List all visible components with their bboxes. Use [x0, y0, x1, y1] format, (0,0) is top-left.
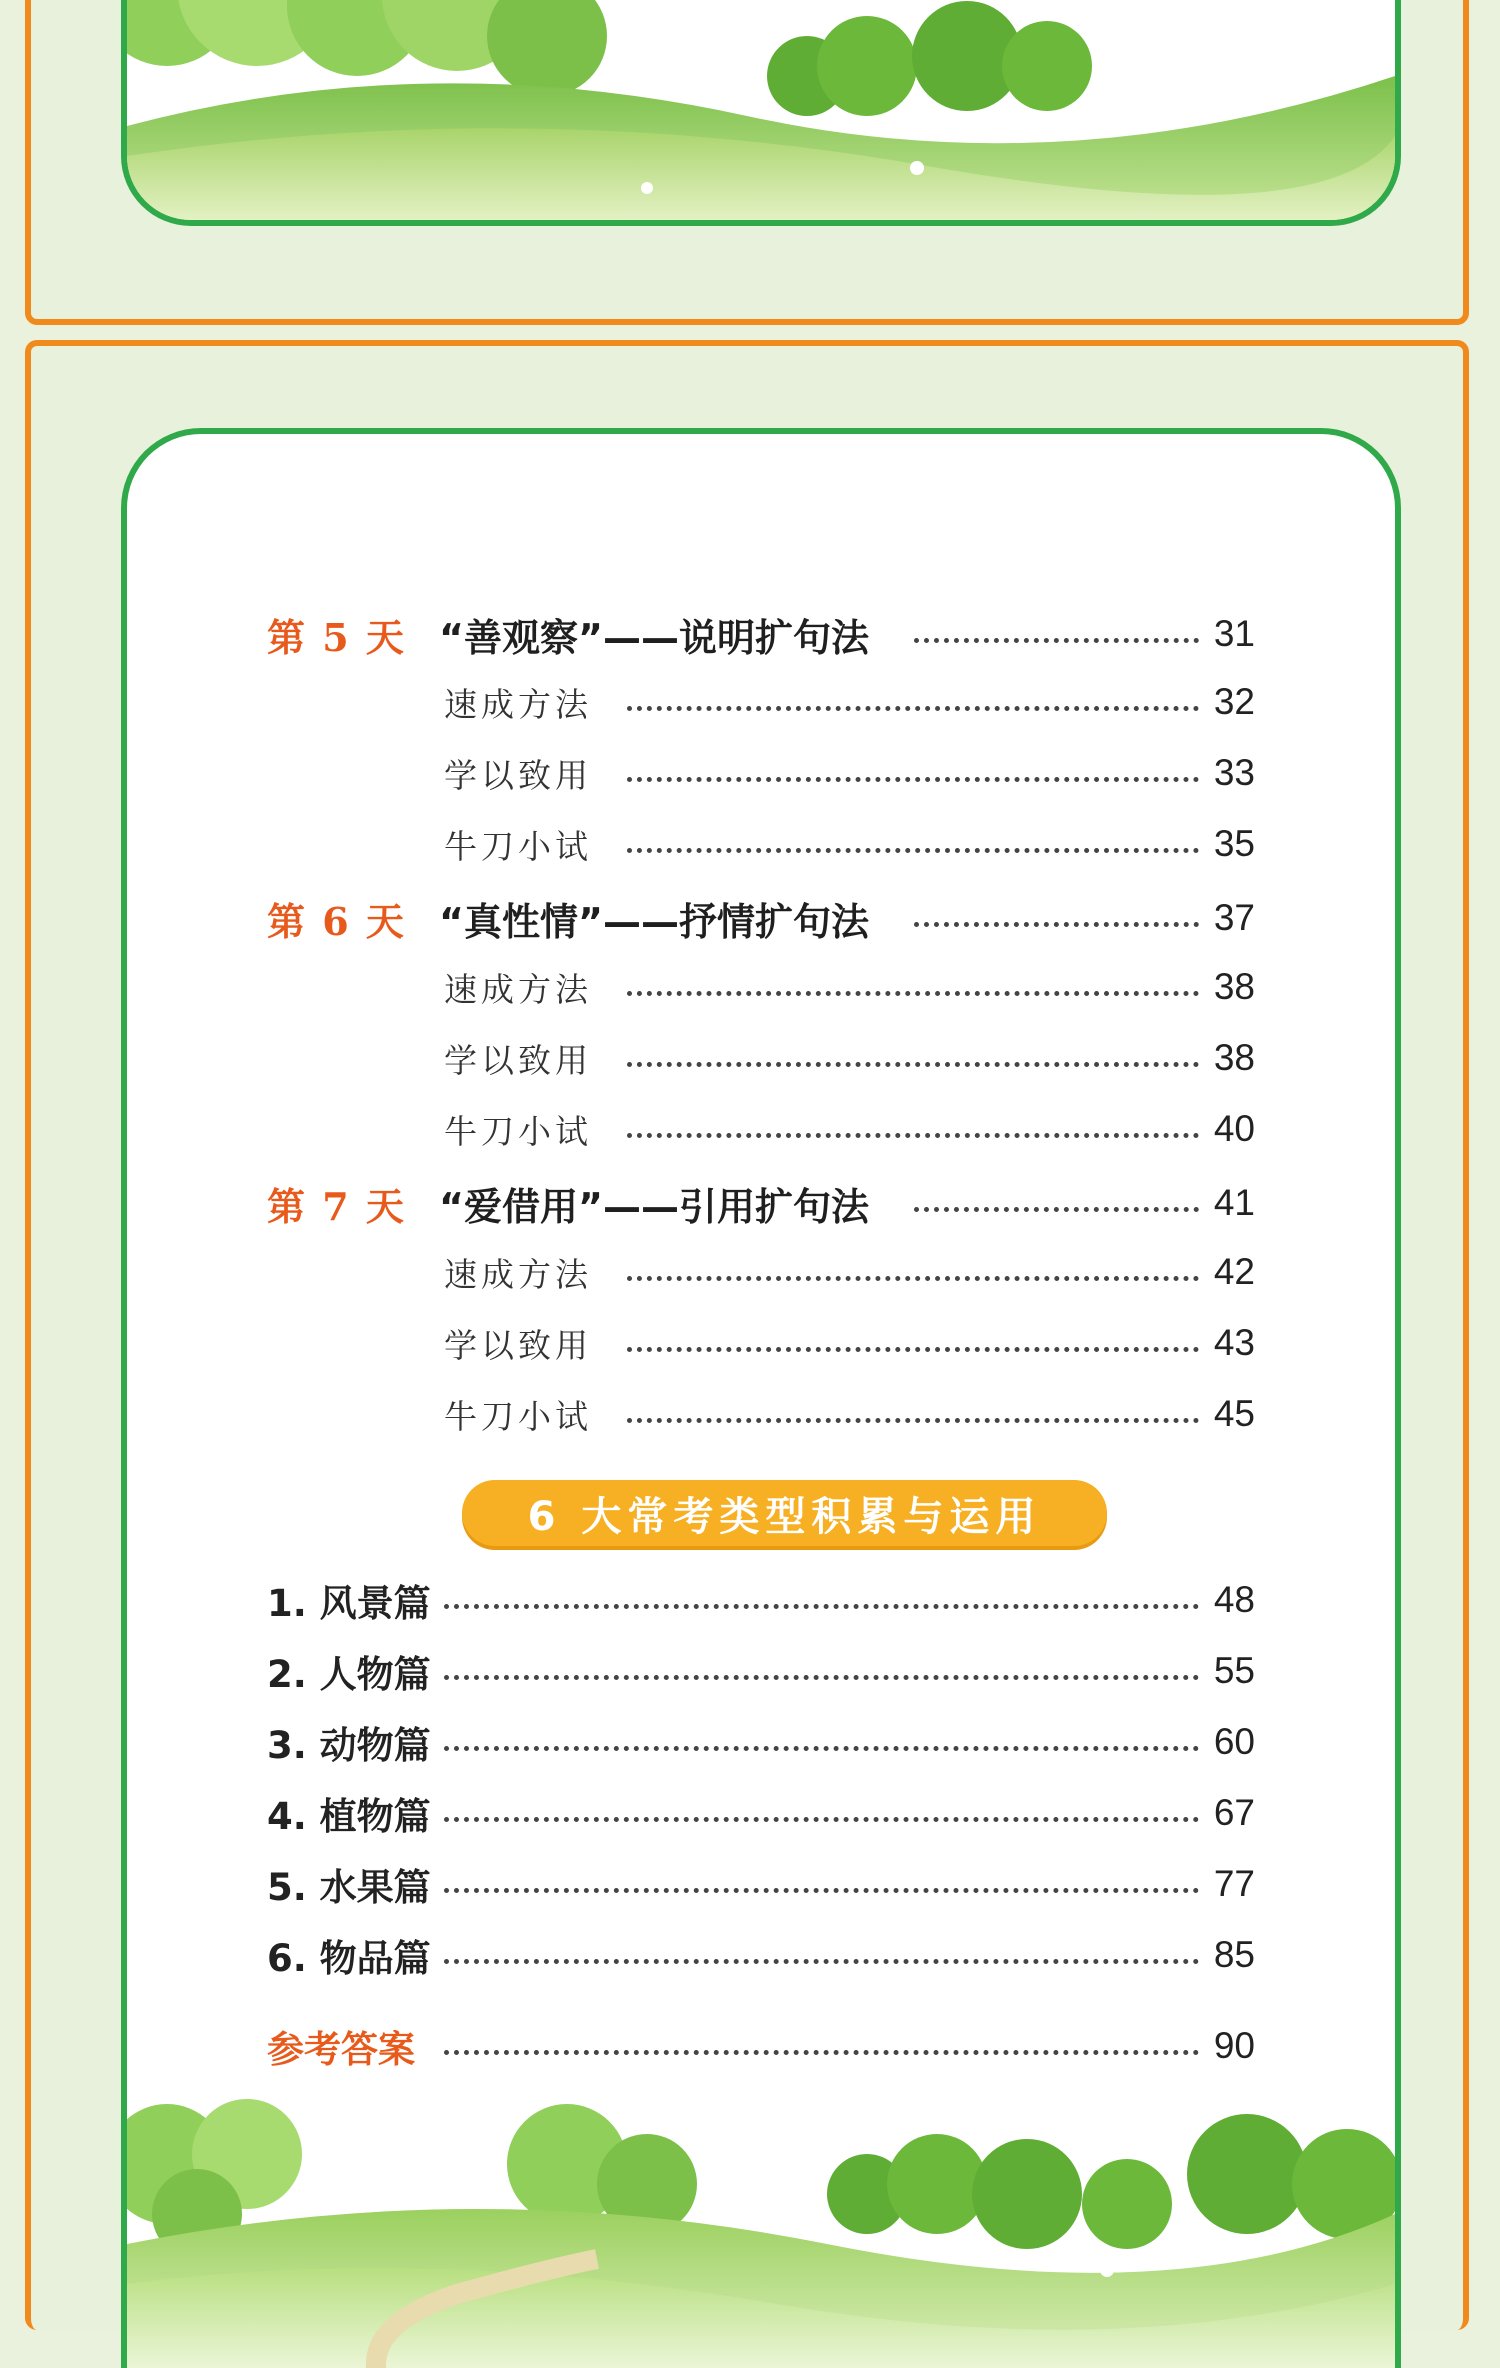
toc-panel [25, 340, 1469, 2330]
answers-title: 参考答案 [267, 2028, 415, 2071]
toc-sub-item[interactable] [127, 1384, 1395, 1444]
chapter-title: “善观察”——说明扩句法 [439, 615, 869, 660]
sub-title: 牛刀小试 [444, 1111, 592, 1151]
dot-leader [444, 1675, 1199, 1680]
toc-day-7[interactable] [127, 1173, 1395, 1233]
sub-title: 速成方法 [444, 684, 592, 724]
top-landscape-illustration [127, 0, 1395, 226]
chapter-title: “爱借用”——引用扩句法 [439, 1184, 869, 1229]
top-card [121, 0, 1401, 226]
day-label: 第 7 天 [267, 1183, 406, 1229]
sub-title: 学以致用 [444, 1040, 592, 1080]
sub-title: 牛刀小试 [444, 826, 592, 866]
page-number: 38 [1213, 966, 1255, 1007]
dot-leader [444, 1746, 1199, 1751]
page-number: 45 [1213, 1393, 1255, 1434]
page-number: 55 [1213, 1650, 1255, 1691]
toc-category-item[interactable] [127, 1570, 1395, 1630]
toc-sub-item[interactable] [127, 672, 1395, 732]
category-title: 1. 风景篇 [267, 1582, 431, 1625]
toc-day-5[interactable] [127, 604, 1395, 664]
page-number: 40 [1213, 1108, 1255, 1149]
page-number: 77 [1213, 1863, 1255, 1904]
toc-sub-item[interactable] [127, 814, 1395, 874]
page-number: 48 [1213, 1579, 1255, 1620]
toc-sub-item[interactable] [127, 1242, 1395, 1302]
dot-leader [627, 1062, 1199, 1067]
dot-leader [914, 1207, 1199, 1212]
page-number: 85 [1213, 1934, 1255, 1975]
dot-leader [914, 638, 1199, 643]
dot-leader [914, 922, 1199, 927]
category-title: 6. 物品篇 [267, 1937, 431, 1980]
category-title: 3. 动物篇 [267, 1724, 431, 1767]
dot-leader [444, 1959, 1199, 1964]
page-number: 33 [1213, 752, 1255, 793]
dot-leader [627, 1276, 1199, 1281]
page-number: 37 [1213, 897, 1255, 938]
page-number: 41 [1213, 1182, 1255, 1223]
toc-sub-item[interactable] [127, 957, 1395, 1017]
sub-title: 速成方法 [444, 1254, 592, 1294]
dot-leader [627, 1133, 1199, 1138]
page-number: 35 [1213, 823, 1255, 864]
toc-sub-item[interactable] [127, 743, 1395, 803]
dot-leader [627, 777, 1199, 782]
dot-leader [627, 706, 1199, 711]
category-title: 5. 水果篇 [267, 1866, 431, 1909]
dot-leader [627, 1418, 1199, 1423]
dot-leader [627, 991, 1199, 996]
category-title: 4. 植物篇 [267, 1795, 431, 1838]
category-title: 2. 人物篇 [267, 1653, 431, 1696]
dot-leader [444, 1817, 1199, 1822]
bottom-landscape-illustration [127, 2044, 1395, 2368]
sub-title: 速成方法 [444, 969, 592, 1009]
dot-leader [627, 848, 1199, 853]
toc-category-item[interactable] [127, 1783, 1395, 1843]
page-number: 31 [1213, 613, 1255, 654]
day-label: 第 5 天 [267, 614, 406, 660]
toc-sub-item[interactable] [127, 1313, 1395, 1373]
toc-sub-item[interactable] [127, 1028, 1395, 1088]
dot-leader [444, 1888, 1199, 1893]
page-number: 42 [1213, 1251, 1255, 1292]
toc-sub-item[interactable] [127, 1099, 1395, 1159]
toc-category-item[interactable] [127, 1641, 1395, 1701]
dot-leader [444, 1604, 1199, 1609]
page-number: 38 [1213, 1037, 1255, 1078]
toc-day-6[interactable] [127, 888, 1395, 948]
page-number: 67 [1213, 1792, 1255, 1833]
toc-category-item[interactable] [127, 1712, 1395, 1772]
toc-category-item[interactable] [127, 1854, 1395, 1914]
toc-card [121, 428, 1401, 2368]
page-number: 43 [1213, 1322, 1255, 1363]
sub-title: 牛刀小试 [444, 1396, 592, 1436]
page-number: 60 [1213, 1721, 1255, 1762]
sub-title: 学以致用 [444, 755, 592, 795]
chapter-title: “真性情”——抒情扩句法 [439, 899, 869, 944]
dot-leader [627, 1347, 1199, 1352]
top-panel [25, 0, 1469, 325]
toc-category-item[interactable] [127, 1925, 1395, 1985]
section-banner: 6 大常考类型积累与运用 [462, 1480, 1107, 1546]
day-label: 第 6 天 [267, 898, 406, 944]
sub-title: 学以致用 [444, 1325, 592, 1365]
page-number: 32 [1213, 681, 1255, 722]
page-number: 90 [1213, 2025, 1255, 2066]
